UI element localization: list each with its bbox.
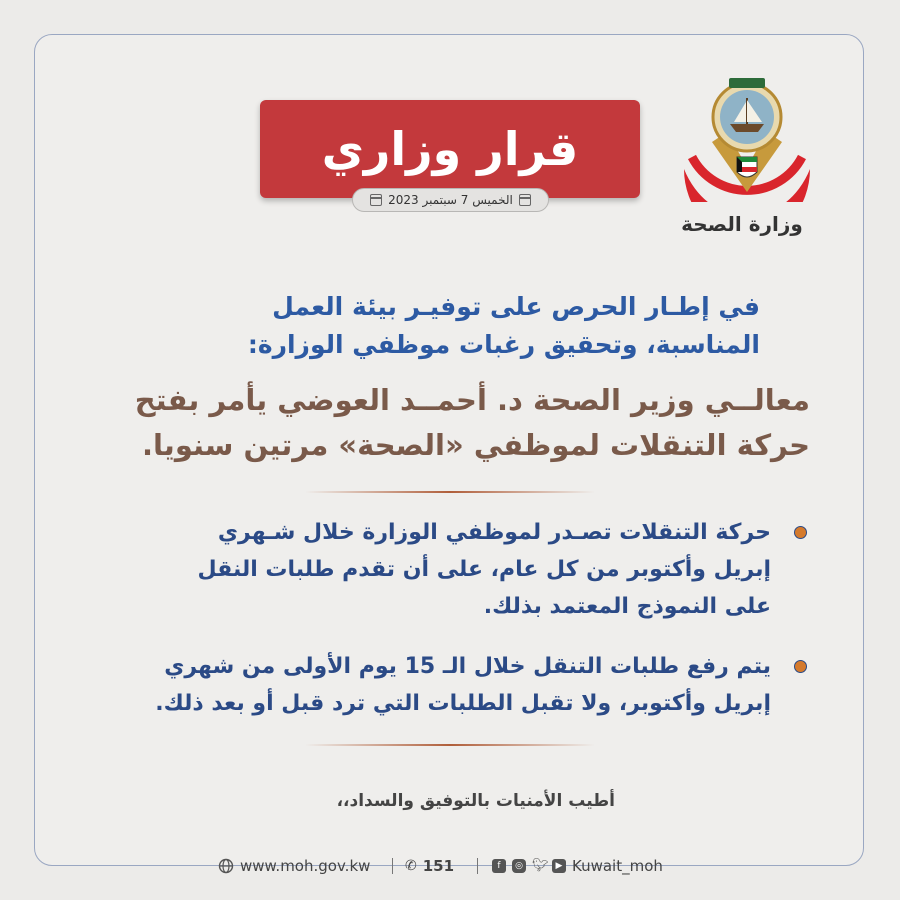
phone-icon: ✆ <box>405 858 417 874</box>
social-handle: Kuwait_moh <box>572 857 663 875</box>
bullet-line: يتم رفع طلبات التنقل خلال الـ 15 يوم الأولى من شهري <box>164 654 771 679</box>
date-text: الخميس 7 سبتمبر 2023 <box>388 193 513 207</box>
social-links <box>492 851 663 881</box>
website-link[interactable] <box>218 851 370 881</box>
headline-line-1: معالــي وزير الصحة د. أحمــد العوضي يأمر بفتح <box>134 383 810 417</box>
instagram-icon[interactable]: ◎ <box>512 859 526 873</box>
divider <box>305 491 595 493</box>
footer <box>0 851 900 881</box>
page-title <box>260 100 640 198</box>
youtube-icon[interactable]: ▶ <box>552 859 566 873</box>
bullet-line: حركة التنقلات تصـدر لموظفي الوزارة خلال شـهري <box>217 520 771 545</box>
title-text: قرار وزاري <box>321 122 579 176</box>
date-badge <box>352 188 549 212</box>
ministry-logo <box>672 72 822 202</box>
bullet-item <box>198 514 805 625</box>
website-text: www.moh.gov.kw <box>240 857 371 875</box>
closing-text: أطيب الأمنيات بالتوفيق والسداد،، <box>336 791 615 811</box>
ministry-name: وزارة الصحة <box>681 212 803 236</box>
intro-line-2: المناسبة، وتحقيق رغبات موظفي الوزارة: <box>247 330 760 359</box>
bullet-dot-icon <box>794 526 807 539</box>
calendar-icon <box>370 194 382 206</box>
globe-icon <box>218 858 234 874</box>
intro-line-1: في إطـار الحرص على توفيـر بيئة العمل <box>272 292 760 321</box>
bullet-line: على النموذج المعتمد بذلك. <box>483 594 771 619</box>
headline-line-2: حركة التنقلات لموظفي «الصحة» مرتين سنويا. <box>142 428 810 462</box>
divider <box>305 744 595 746</box>
bullet-line: إبريل وأكتوبر، ولا تقبل الطلبات التي ترد قبل أو بعد ذلك. <box>155 691 771 716</box>
phone-link[interactable] <box>405 851 454 881</box>
phone-number: 151 <box>422 857 455 875</box>
footer-separator <box>477 858 478 874</box>
twitter-icon[interactable]: 🐦︎ <box>532 858 549 873</box>
calendar-icon <box>519 194 531 206</box>
bullet-line: إبريل وأكتوبر من كل عام، على أن تقدم طلبات النقل <box>197 557 771 582</box>
bullet-dot-icon <box>794 660 807 673</box>
facebook-icon[interactable]: f <box>492 859 506 873</box>
emblem-icon <box>672 72 822 202</box>
footer-separator <box>392 858 393 874</box>
bullet-item <box>155 648 805 722</box>
